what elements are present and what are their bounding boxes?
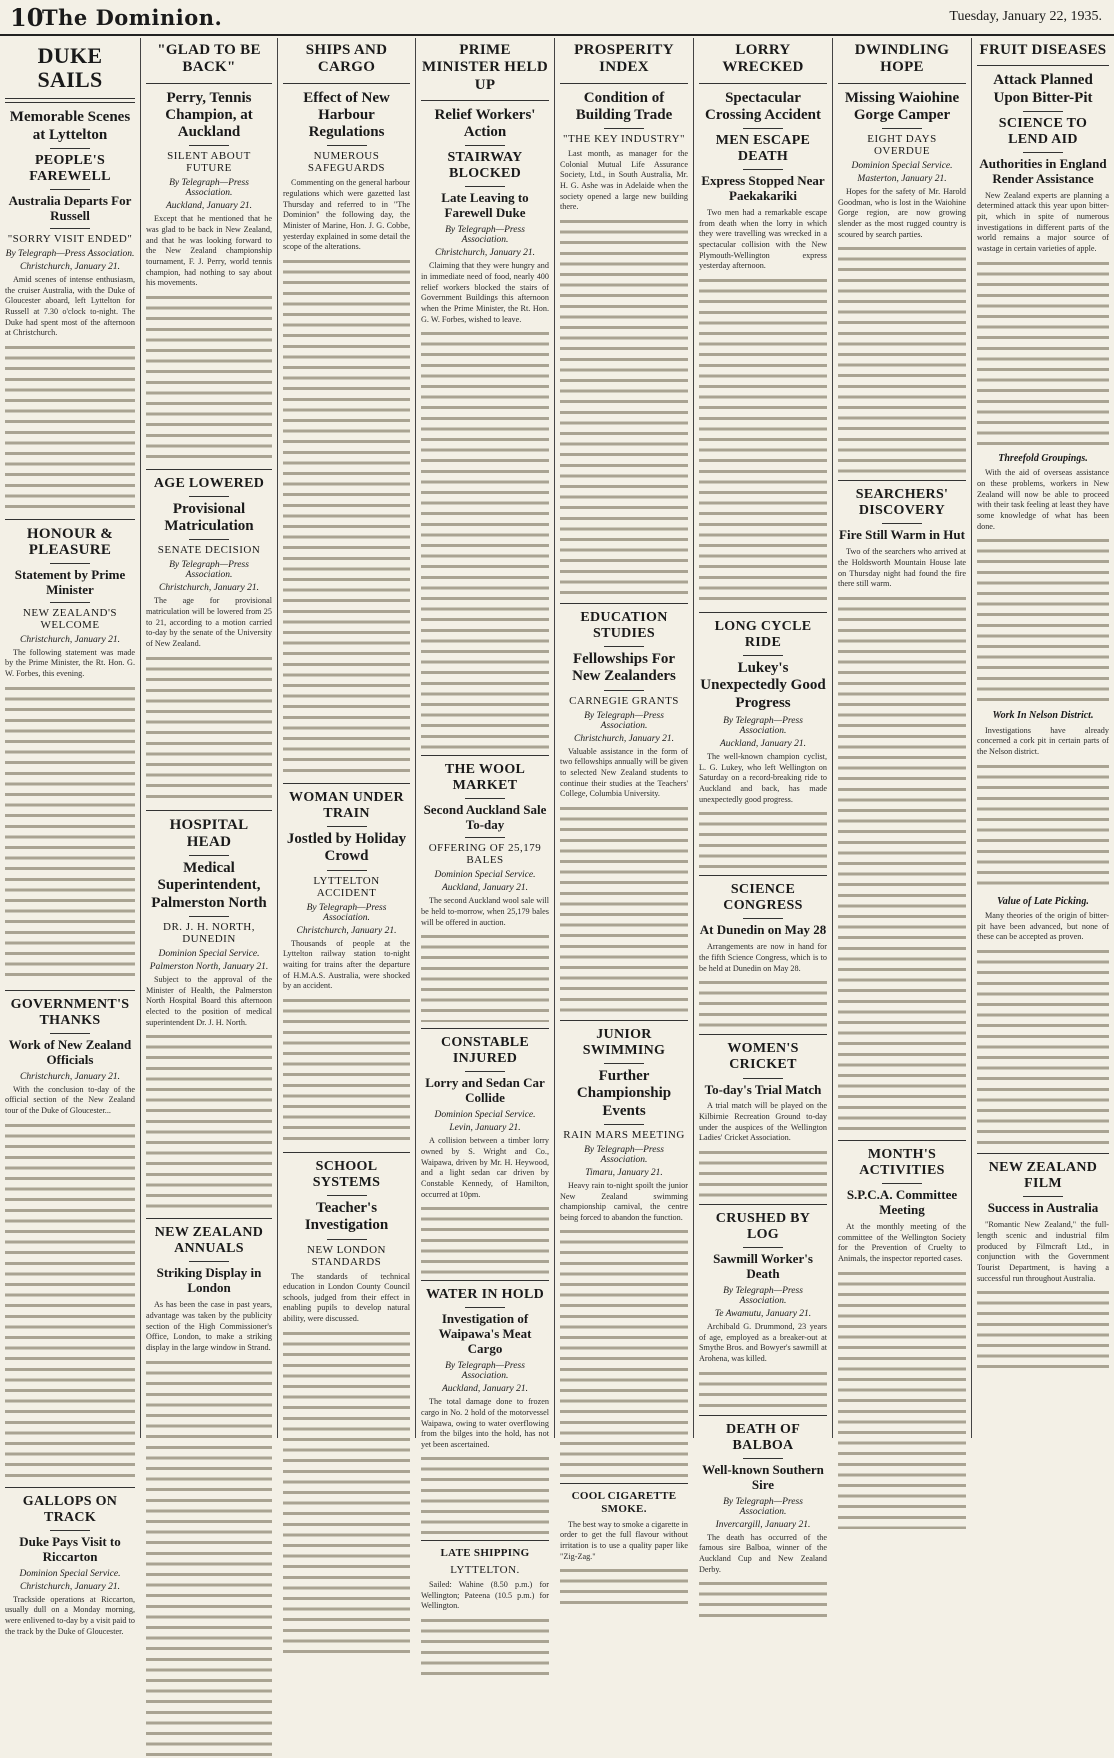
dateline: Christchurch, January 21.: [296, 925, 397, 936]
deck: Success in Australia: [987, 1200, 1099, 1216]
subhead: SILENT ABOUT FUTURE: [167, 150, 251, 175]
deck: S.P.C.A. Committee Meeting: [846, 1187, 958, 1218]
headline: JUNIOR SWIMMING: [582, 1026, 666, 1058]
column-5: [555, 38, 694, 1561]
byline: By Telegraph—Press Association.: [723, 1496, 803, 1517]
deck: Statement by Prime Minister: [14, 566, 126, 597]
article-lead: Archibald G. Drummond, 23 years of age, employed as a breaker-out at Smythe Bros. and Bowyer's sawmill at Arohena, was killed.: [699, 1322, 827, 1364]
article-lead: The age for provisional matriculation will be lowered from 25 to 21, according to a motion carried to-day by the senate of the University of New Zealand.: [146, 596, 272, 649]
dateline: Auckland, January 21.: [441, 1384, 528, 1395]
subhead: STAIRWAY BLOCKED: [447, 150, 523, 182]
column-6: [694, 38, 833, 1574]
article-lead: Two men had a remarkable escape from death when the lorry in which they were travelling was wrecked in a spectacular collision with the New Plymouth-Wellington express yesterday afternoon.: [699, 208, 827, 271]
article-lead: Except that he mentioned that he was glad to be back in New Zealand, and that he was looking forward to the New Zealand championship tournament, F. J. Perry, world tennis champion, had nothing to say about his movements.: [146, 214, 272, 288]
byline: Dominion Special Service.: [19, 1568, 121, 1579]
deck: Memorable Scenes at Lyttelton: [9, 109, 131, 143]
headline: WOMEN'S CRICKET: [727, 1041, 799, 1073]
article-lead: Hopes for the safety of Mr. Harold Goodman, who is lost in the Waiohine Gorge region, are now growing slender as the most rugged country is scoured by search parties.: [838, 187, 966, 239]
dateline: Christchurch, January 21.: [20, 634, 120, 645]
columns: [0, 38, 1114, 1636]
article-lead: Thousands of people at the Lyttelton railway station to-night waiting for trains after the departure of H.M.A.S. Australia, were shocked by an accident.: [283, 938, 410, 991]
byline: By Telegraph—Press Association.: [584, 710, 664, 731]
deck: Condition of Building Trade: [575, 89, 673, 123]
dateline: Levin, January 21.: [449, 1123, 521, 1134]
article-lead: Sailed: Wahine (8.50 p.m.) for Wellington; Pateena (10.5 p.m.) for Wellington.: [421, 1580, 549, 1611]
column-2: [141, 38, 278, 1438]
subhead: Late Leaving to Farewell Duke: [441, 190, 529, 221]
deck: Sawmill Worker's Death: [713, 1251, 813, 1282]
deck: Attack Planned Upon Bitter-Pit: [993, 72, 1093, 106]
subhead: NEW ZEALAND'S WELCOME: [22, 606, 118, 631]
column-1: [0, 38, 141, 1636]
headline: MONTH'S ACTIVITIES: [859, 1147, 945, 1179]
headline: SCHOOL SYSTEMS: [312, 1158, 381, 1190]
article-lead: A trial match will be played on the Kilbirnie Recreation Ground to-day under the auspices of the Wellington Ladies' Cricket Association.: [699, 1101, 827, 1143]
headline: PROSPERITY INDEX: [574, 42, 674, 76]
dateline: Masterton, January 21.: [857, 174, 947, 184]
headline: WATER IN HOLD: [426, 1287, 544, 1303]
deck: Lorry and Sedan Car Collide: [425, 1075, 545, 1106]
column-4: [416, 38, 555, 1611]
subhead: EIGHT DAYS OVERDUE: [867, 133, 937, 157]
dateline: Invercargill, January 21.: [715, 1519, 811, 1530]
dateline: Auckland, January 21.: [165, 201, 252, 212]
headline: LORRY WRECKED: [722, 42, 804, 76]
headline: NEW ZEALAND FILM: [988, 1160, 1098, 1192]
column-8: [972, 38, 1114, 1438]
dateline: Christchurch, January 21.: [20, 261, 120, 272]
article-lead: Last month, as manager for the Colonial Mutual Life Assurance Society, Ltd., in South Australia, Mr. H. G. Ashe was in Adelaide when the society opened a large new building there.: [560, 149, 688, 212]
article-lead: Claiming that they were hungry and in immediate need of food, nearly 400 relief workers blocked the stairs of Government Buildings this afternoon when the Prime Minister, the Rt. Hon. G. W. Forbes, wished to leave.: [421, 261, 549, 324]
article-lead: At the monthly meeting of the committee of the Wellington Society for the Prevention of Cruelty to Animals, the inspector reported cases.: [838, 1222, 966, 1264]
subhead: "SORRY VISIT ENDED": [7, 232, 133, 245]
dateline: Te Awamutu, January 21.: [714, 1309, 812, 1320]
headline: DWINDLING HOPE: [854, 42, 950, 76]
deck: Lukey's Unexpectedly Good Progress: [700, 660, 826, 711]
headline: DUKE SAILS: [37, 43, 103, 93]
subhead: Threefold Groupings.: [998, 452, 1088, 464]
dateline: Timaru, January 21.: [585, 1167, 663, 1178]
deck: Fellowships For New Zealanders: [572, 651, 676, 685]
article-lead: "Romantic New Zealand," the full-length scenic and industrial film produced by Filmcraft Ltd., in conjunction with the Government Tourist Department, is having a successful run throughout Australia.: [977, 1220, 1109, 1283]
headline: GOVERNMENT'S THANKS: [10, 996, 130, 1028]
headline: SEARCHERS' DISCOVERY: [855, 487, 949, 519]
article-lead: Arrangements are now in hand for the fifth Science Congress, which is to be held at Dunedin on May 28.: [699, 942, 827, 973]
byline: Dominion Special Service.: [434, 1110, 536, 1121]
article-lead: With the aid of overseas assistance on these problems, workers in New Zealand will now be able to proceed with their task feeling at least they have some knowledge of what has been done.: [977, 468, 1109, 531]
deck: Missing Waiohine Gorge Camper: [844, 89, 960, 123]
deck: Effect of New Harbour Regulations: [303, 89, 390, 140]
deck: Teacher's Investigation: [304, 1200, 389, 1234]
subhead: LYTTELTON ACCIDENT: [313, 874, 380, 899]
subhead: CARNEGIE GRANTS: [569, 694, 679, 707]
article-lead: The second Auckland wool sale will be held to-morrow, when 25,179 bales will be offered in auction.: [421, 896, 549, 927]
article-lead: The best way to smoke a cigarette in order to get the full flavour without irritation is to use a quality paper like "Zig-Zag.": [560, 1519, 688, 1561]
dateline: Christchurch, January 21.: [20, 1581, 120, 1592]
deck: Medical Superintendent, Palmerston North: [151, 860, 267, 911]
byline: By Telegraph—Press Association.: [723, 715, 803, 736]
subhead: DR. J. H. NORTH, DUNEDIN: [163, 920, 255, 945]
article-lead: The death has occurred of the famous sire Balboa, winner of the Auckland Cup and New Zealand Derby.: [699, 1532, 827, 1574]
subhead: MEN ESCAPE DEATH: [715, 133, 811, 165]
headline: EDUCATION STUDIES: [580, 609, 668, 642]
byline: By Telegraph—Press Association.: [5, 248, 135, 259]
dateline: Auckland, January 21.: [441, 883, 528, 894]
subhead: Work In Nelson District.: [992, 710, 1094, 722]
article-lead: Many theories of the origin of bitter-pit have been advanced, but none of these can be accepted as proven.: [977, 911, 1109, 942]
deck: Investigation of Waipawa's Meat Cargo: [438, 1311, 532, 1357]
article-lead: New Zealand experts are planning a determined attack this year upon bitter-pit, which in spite of numerous investigations in different parts of the world remains a major source of wastage in certain varieties of apple.: [977, 190, 1109, 254]
headline: HOSPITAL HEAD: [169, 816, 249, 850]
deck: Well-known Southern Sire: [702, 1461, 824, 1492]
dateline: Christchurch, January 21.: [574, 733, 674, 744]
headline: GALLOPS ON TRACK: [22, 1493, 118, 1525]
headline: PRIME MINISTER HELD UP: [421, 42, 548, 93]
headline: HONOUR & PLEASURE: [26, 525, 114, 559]
byline: By Telegraph—Press Association.: [445, 1361, 525, 1382]
article-lead: Subject to the approval of the Minister of Health, the Palmerston North Hospital Board this afternoon elected to the position of medical superintendent Dr. J. H. North.: [146, 974, 272, 1027]
headline: WOMAN UNDER TRAIN: [289, 789, 404, 821]
subhead: Authorities in England Render Assistance: [979, 155, 1107, 186]
headline: COOL CIGARETTE SMOKE.: [571, 1490, 677, 1516]
subhead: Value of Late Picking.: [997, 895, 1089, 907]
deck: Second Auckland Sale To-day: [423, 802, 547, 833]
deck: Spectacular Crossing Accident: [705, 89, 821, 123]
deck: Duke Pays Visit to Riccarton: [19, 1533, 121, 1564]
byline: Dominion Special Service.: [434, 870, 536, 881]
subhead: SCIENCE TO LEND AID: [998, 115, 1088, 147]
headline: SHIPS AND CARGO: [305, 42, 388, 76]
article-lead: Amid scenes of intense enthusiasm, the cruiser Australia, with the Duke of Gloucester aboard, left Lyttelton for Russell at 7.30 o'clock to-night. The Duke had spent most of the afternoon at Christchurch.: [5, 274, 135, 338]
article-lead: As has been the case in past years, advantage was taken by the publicity section of the High Commissioner's Office, London, to make a striking display in the large window in Strand.: [146, 1300, 272, 1352]
deck: Further Championship Events: [576, 1068, 672, 1119]
subhead: PEOPLE'S FAREWELL: [29, 152, 111, 184]
headline: DEATH OF BALBOA: [725, 1421, 801, 1453]
headline: "GLAD TO BE BACK": [157, 42, 261, 76]
deck: Provisional Matriculation: [164, 500, 254, 535]
article-lead: The well-known champion cyclist, L. G. Lukey, who left Wellington on Saturday on a record-breaking ride to Auckland and back, has made unexpectedly good progress.: [699, 751, 827, 804]
issue-date: Tuesday, January 22, 1935.: [949, 9, 1102, 24]
article-lead: Investigations have already concerned a cork pit in certain parts of the Nelson district.: [977, 725, 1109, 756]
headline: SCIENCE CONGRESS: [723, 882, 803, 914]
article-lead: Trackside operations at Riccarton, usually dull on a Monday morning, were enlivened to-day by a visit paid to the track by the Duke of Gloucester.: [5, 1594, 135, 1636]
article-lead: With the conclusion to-day of the official section of the New Zealand tour of the Duke of Gloucester...: [5, 1084, 135, 1116]
headline: LATE SHIPPING: [440, 1547, 530, 1560]
newspaper-title: The Dominion.: [42, 5, 223, 30]
headline: NEW ZEALAND ANNUALS: [154, 1225, 264, 1257]
masthead: [0, 0, 1114, 36]
dateline: Christchurch, January 21.: [435, 248, 535, 259]
deck: At Dunedin on May 28: [699, 922, 827, 938]
subhead: NUMEROUS SAFEGUARDS: [307, 150, 386, 175]
dateline: Palmerston North, January 21.: [149, 961, 269, 972]
deck: Jostled by Holiday Crowd: [286, 831, 407, 865]
byline: By Telegraph—Press Association.: [584, 1144, 664, 1165]
dateline: Auckland, January 21.: [719, 738, 806, 749]
subhead: NEW LONDON STANDARDS: [306, 1243, 387, 1268]
deck: To-day's Trial Match: [704, 1081, 822, 1097]
subhead: "THE KEY INDUSTRY": [562, 133, 686, 145]
article-lead: The standards of technical education in London County Council schools, judged from their effect in enabling pupils to develop natural ability, were discussed.: [283, 1271, 410, 1324]
article-lead: A collision between a timber lorry owned by S. Wright and Co., Waipawa, driven by Mr. H. Heywood, and a light sedan car driven by Constable Kennedy, of Hamilton, occurred at 10pm.: [421, 1136, 549, 1199]
subhead: OFFERING OF 25,179 BALES: [428, 842, 542, 867]
dateline: Christchurch, January 21.: [20, 1071, 120, 1082]
article-lead: The following statement was made by the Prime Minister, the Rt. Hon. G. W. Forbes, this evening.: [5, 647, 135, 679]
page-number: 10: [10, 3, 44, 32]
subhead: RAIN MARS MEETING: [563, 1128, 685, 1141]
headline: THE WOOL MARKET: [444, 762, 526, 794]
headline: LONG CYCLE RIDE: [714, 619, 812, 651]
article-lead: Valuable assistance in the form of two fellowships annually will be given to selected New Zealand students to continue their studies at the Teachers' College, Columbia University.: [560, 746, 688, 799]
article-lead: Heavy rain to-night spoilt the junior New Zealand swimming championship carnival, the centre being forced to abandon the function.: [560, 1180, 688, 1222]
byline: By Telegraph—Press Association.: [169, 560, 249, 581]
deck: LYTTELTON.: [450, 1564, 520, 1577]
subhead: SENATE DECISION: [157, 544, 261, 557]
deck: Work of New Zealand Officials: [8, 1036, 132, 1067]
byline: By Telegraph—Press Association.: [306, 902, 387, 923]
article-lead: Two of the searchers who arrived at the Holdsworth Mountain House late on Thursday night had found the fire there still warm.: [838, 547, 966, 589]
article-lead: Commenting on the general harbour regulations which were gazetted last Thursday and referred to in "The Dominion" the following day, the Minister of Marine, Hon. J. G. Cobbe, yesterday explained in some detail the scope of the alterations.: [283, 178, 410, 252]
subhead: Express Stopped Near Paekakariki: [701, 173, 825, 204]
byline: By Telegraph—Press Association.: [169, 178, 249, 199]
byline: Dominion Special Service.: [851, 161, 953, 171]
dateline: Christchurch, January 21.: [159, 583, 259, 594]
byline: By Telegraph—Press Association.: [723, 1286, 803, 1307]
subhead: Australia Departs For Russell: [8, 193, 132, 223]
byline: Dominion Special Service.: [158, 948, 260, 959]
deck: Fire Still Warm in Hut: [839, 527, 965, 543]
article-lead: The total damage done to frozen cargo in No. 2 hold of the motorvessel Waipawa, owing to water overflowing from the bilges into the hold, has not yet been ascertained.: [421, 1397, 549, 1449]
column-3: [278, 38, 416, 1438]
deck: Relief Workers' Action: [434, 106, 536, 140]
headline: AGE LOWERED: [153, 475, 265, 491]
headline: FRUIT DISEASES: [979, 42, 1107, 58]
column-7: [833, 38, 972, 1438]
byline: By Telegraph—Press Association.: [445, 225, 525, 246]
headline: CONSTABLE INJURED: [440, 1035, 530, 1067]
headline: CRUSHED BY LOG: [715, 1211, 811, 1243]
deck: Striking Display in London: [156, 1265, 262, 1296]
deck: Perry, Tennis Champion, at Auckland: [165, 89, 253, 140]
